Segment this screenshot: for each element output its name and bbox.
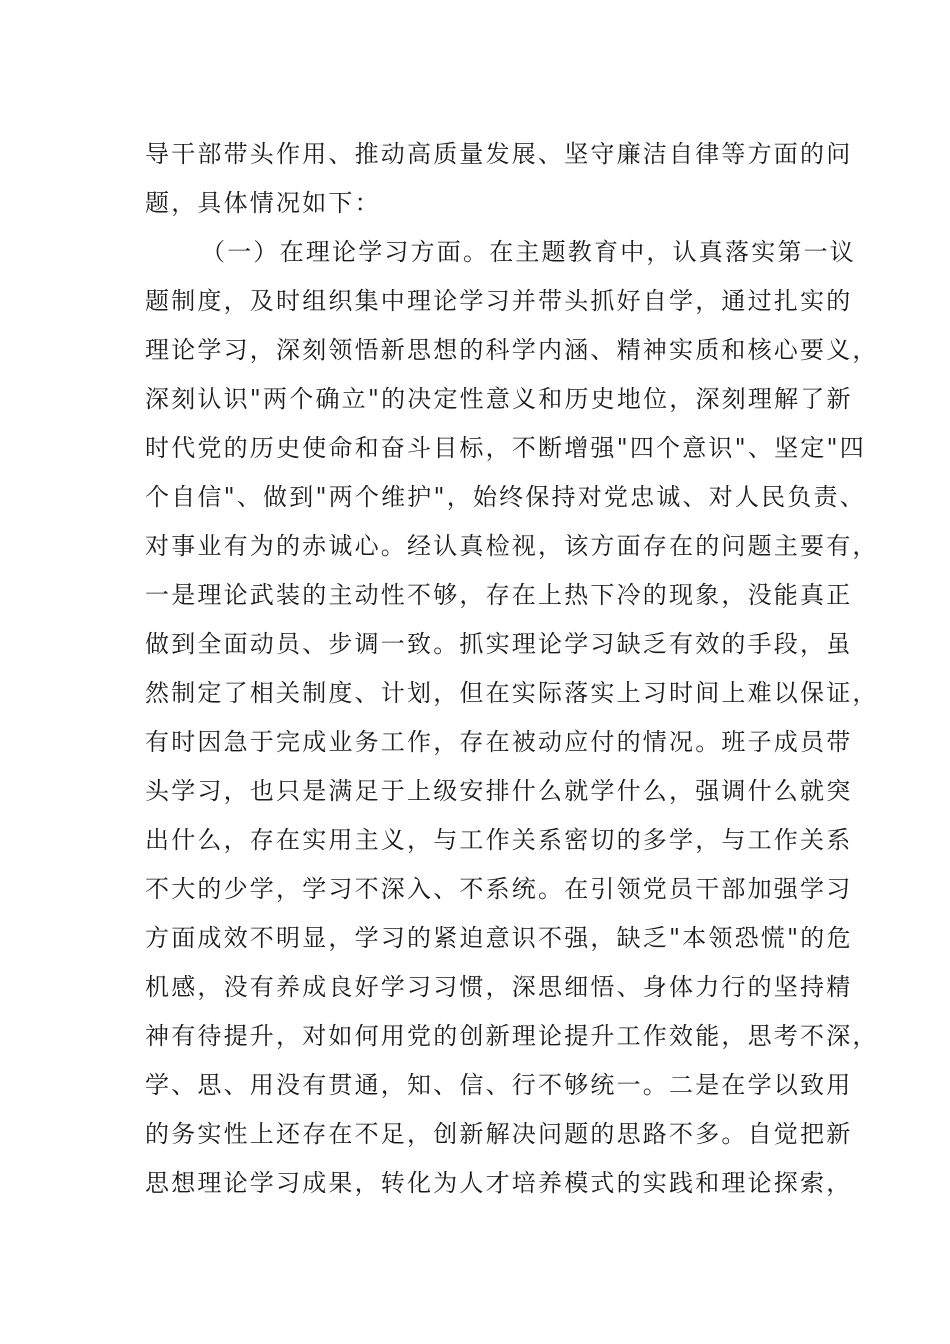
text-line: 思想理论学习成果，转化为人才培养模式的实践和理论探索， <box>145 1169 853 1197</box>
text-line: 方面成效不明显，学习的紧迫意识不强，缺乏"本领恐慌"的危 <box>145 924 853 952</box>
text-line: 做到全面动员、步调一致。抓实理论学习缺乏有效的手段，虽 <box>145 630 853 658</box>
text-line: 机感，没有养成良好学习习惯，深思细悟、身体力行的坚持精 <box>145 973 853 1001</box>
text-line: 题，具体情况如下： <box>145 189 381 217</box>
text-line: 时代党的历史使命和奋斗目标，不断增强"四个意识"、坚定"四 <box>145 434 866 462</box>
section-heading-line: （一）在理论学习方面。在主题教育中，认真落实第一议 <box>201 238 856 266</box>
text-line: 对事业有为的赤诚心。经认真检视，该方面存在的问题主要有， <box>145 532 879 560</box>
text-line: 头学习，也只是满足于上级安排什么就学什么，强调什么就突 <box>145 777 853 805</box>
text-line: 一是理论武装的主动性不够，存在上热下冷的现象，没能真正 <box>145 581 853 609</box>
text-line: 学、思、用没有贯通，知、信、行不够统一。二是在学以致用 <box>145 1071 853 1099</box>
text-line: 神有待提升，对如何用党的创新理论提升工作效能，思考不深， <box>145 1022 879 1050</box>
text-line: 导干部带头作用、推动高质量发展、坚守廉洁自律等方面的问 <box>145 140 853 168</box>
text-line: 不大的少学，学习不深入、不系统。在引领党员干部加强学习 <box>145 875 853 903</box>
text-line: 的务实性上还存在不足，创新解决问题的思路不多。自觉把新 <box>145 1120 853 1148</box>
text-line: 有时因急于完成业务工作，存在被动应付的情况。班子成员带 <box>145 728 853 756</box>
text-line: 出什么，存在实用主义，与工作关系密切的多学，与工作关系 <box>145 826 853 854</box>
text-line: 个自信"、做到"两个维护"，始终保持对党忠诚、对人民负责、 <box>145 483 866 511</box>
text-line: 理论学习，深刻领悟新思想的科学内涵、精神实质和核心要义， <box>145 336 879 364</box>
text-line: 然制定了相关制度、计划，但在实际落实上习时间上难以保证， <box>145 679 879 707</box>
text-line: 深刻认识"两个确立"的决定性意义和历史地位，深刻理解了新 <box>145 385 853 413</box>
text-line: 题制度，及时组织集中理论学习并带头抓好自学，通过扎实的 <box>145 287 853 315</box>
document-body <box>145 130 879 1208</box>
